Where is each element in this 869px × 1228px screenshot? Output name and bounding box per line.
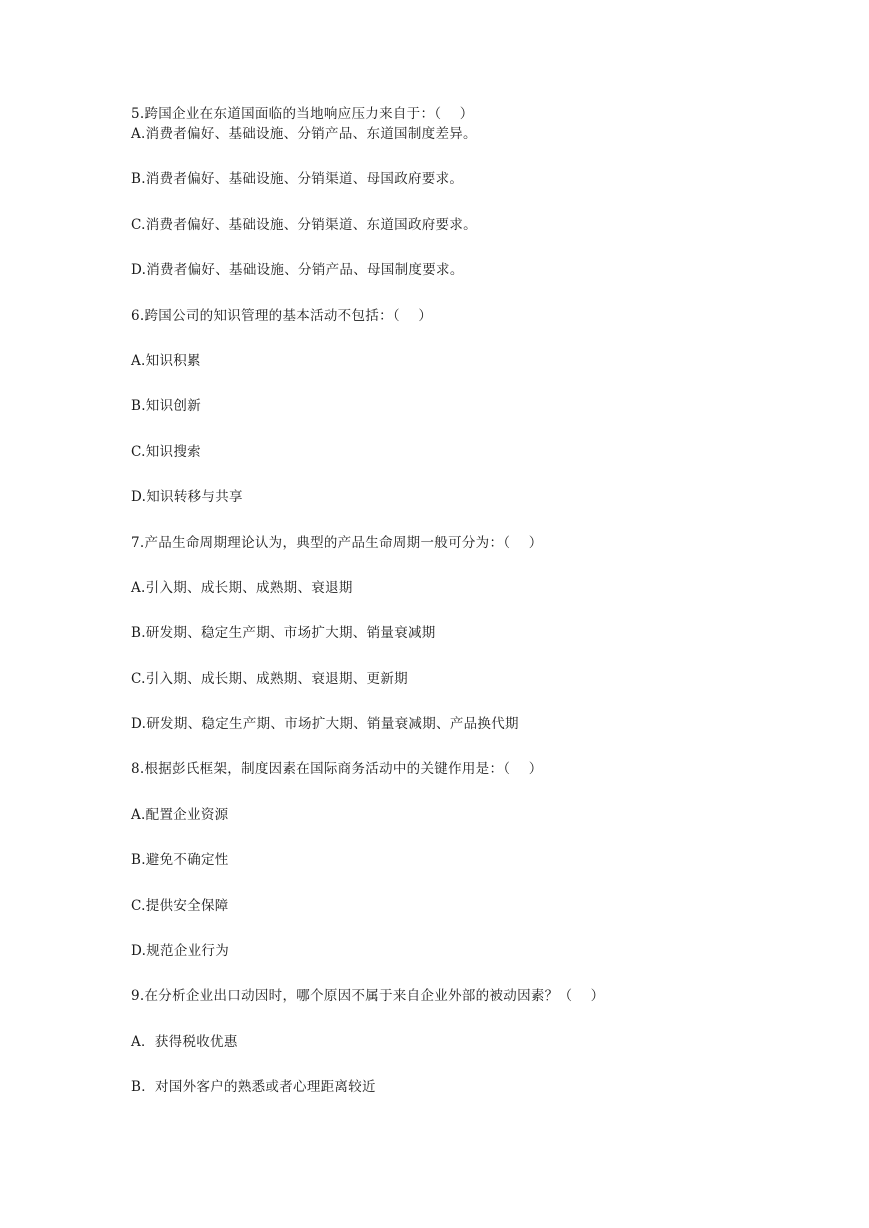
question-5-stem: 5.跨国企业在东道国面临的当地响应压力来自于：（ ） — [131, 106, 474, 122]
question-9-stem: 9.在分析企业出口动因时，哪个原因不属于来自企业外部的被动因素？（ ） — [131, 988, 605, 1005]
question-5-option-b: B.消费者偏好、基础设施、分销渠道、母国政府要求。 — [131, 171, 464, 188]
question-7-option-d: D.研发期、稳定生产期、市场扩大期、销量衰减期、产品换代期 — [131, 716, 519, 733]
question-7-stem: 7.产品生命周期理论认为，典型的产品生命周期一般可分为：（ ） — [131, 534, 543, 551]
question-6-stem: 6.跨国公司的知识管理的基本活动不包括：（ ） — [131, 307, 433, 324]
question-7-option-a: A.引入期、成长期、成熟期、衰退期 — [131, 579, 353, 596]
question-8-option-d: D.规范企业行为 — [131, 943, 230, 960]
question-7-option-b: B.研发期、稳定生产期、市场扩大期、销量衰减期 — [131, 625, 436, 642]
question-8-option-b: B.避免不确定性 — [131, 852, 229, 869]
question-6-option-b: B.知识创新 — [131, 398, 202, 415]
question-6-option-a: A.知识积累 — [131, 352, 201, 369]
question-8-option-a: A.配置企业资源 — [131, 806, 229, 823]
question-9-option-b: B．对国外客户的熟悉或者心理距离较近 — [131, 1079, 376, 1096]
question-8-option-c: C.提供安全保障 — [131, 897, 229, 914]
question-5-option-c: C.消费者偏好、基础设施、分销渠道、东道国政府要求。 — [131, 216, 477, 233]
question-6-option-c: C.知识搜索 — [131, 443, 201, 460]
question-6-option-d: D.知识转移与共享 — [131, 489, 243, 506]
question-8-stem: 8.根据彭氏框架，制度因素在国际商务活动中的关键作用是：（ ） — [131, 761, 543, 778]
document-page — [131, 104, 831, 1097]
question-9-option-a: A．获得税收优惠 — [131, 1033, 238, 1050]
question-5-option-d: D.消费者偏好、基础设施、分销产品、母国制度要求。 — [131, 262, 464, 279]
question-5-option-a: A.消费者偏好、基础设施、分销产品、东道国制度差异。 — [131, 126, 477, 142]
question-7-option-c: C.引入期、成长期、成熟期、衰退期、更新期 — [131, 670, 408, 687]
